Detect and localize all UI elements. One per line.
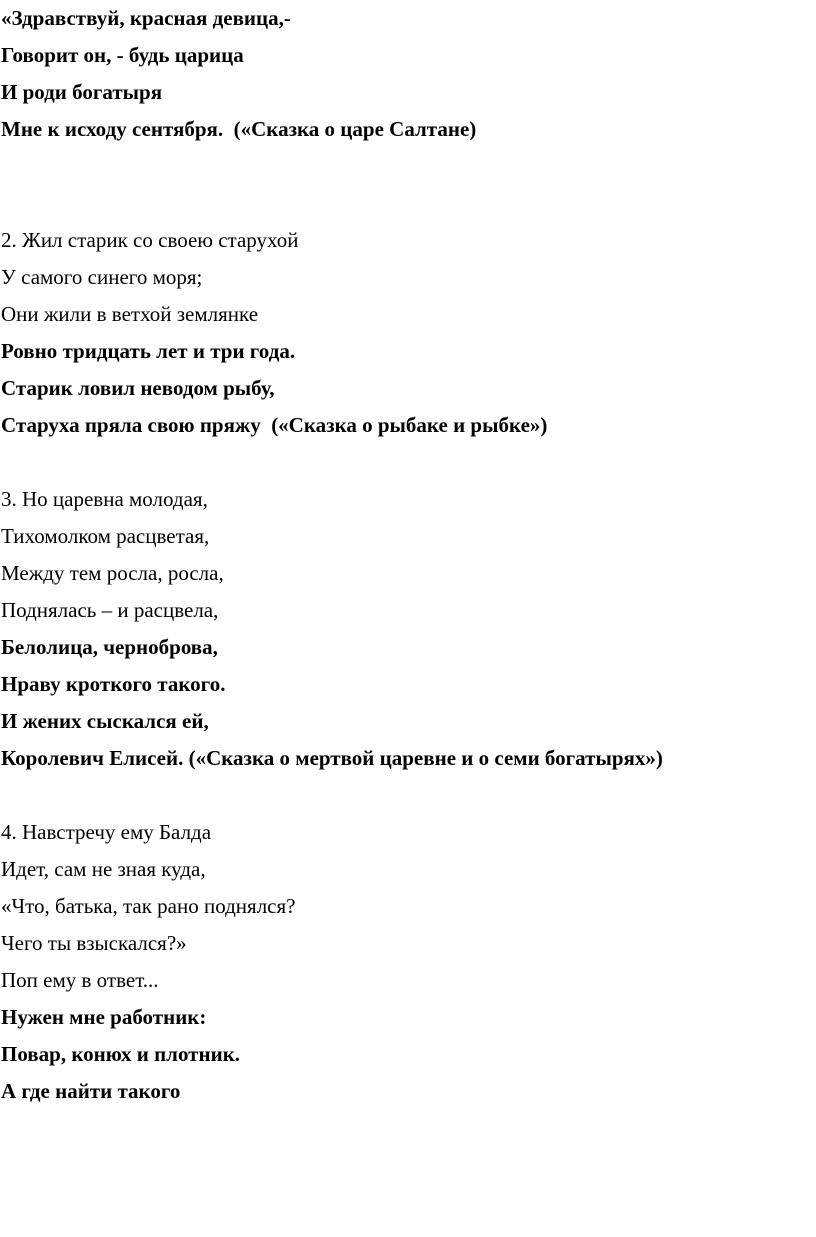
text-line: Идет, сам не зная куда, (1, 857, 206, 881)
text-line: Повар, конюх и плотник. (1, 1042, 241, 1066)
text-line: Между тем росла, росла, (1, 561, 224, 585)
text-line: Мне к исходу сентября. («Сказка о царе Салтане) (1, 117, 477, 141)
text-line: А где найти такого (1, 1079, 181, 1103)
stanza-1 (1, 0, 813, 148)
text-line: Королевич Елисей. («Сказка о мертвой царевне и о семи богатырях») (1, 746, 663, 770)
text-line: «Здравствуй, красная девица,- (1, 6, 291, 30)
text-line: Нраву кроткого такого. (1, 672, 226, 696)
stanza-3 (1, 481, 813, 777)
blank-space (1, 148, 813, 222)
text-line: Старуха пряла свою пряжу («Сказка о рыбаке и рыбке») (1, 413, 548, 437)
blank-space (1, 444, 813, 481)
text-line: 4. Навстречу ему Балда (1, 820, 212, 844)
text-line: И роди богатыря (1, 80, 163, 104)
text-line: Они жили в ветхой землянке (1, 302, 259, 326)
text-line: И жених сыскался ей, (1, 709, 209, 733)
text-line: Ровно тридцать лет и три года. (1, 339, 296, 363)
text-line: Тихомолком расцветая, (1, 524, 210, 548)
text-line: Поднялась – и расцвела, (1, 598, 219, 622)
text-line: 3. Но царевна молодая, (1, 487, 208, 511)
text-line: Поп ему в ответ... (1, 968, 159, 992)
text-line: Белолица, черноброва, (1, 635, 218, 659)
text-line: 2. Жил старик со своею старухой (1, 228, 299, 252)
text-line: Старик ловил неводом рыбу, (1, 376, 275, 400)
stanza-4 (1, 814, 813, 1110)
stanza-2 (1, 222, 813, 444)
text-line: У самого синего моря; (1, 265, 203, 289)
text-line: «Что, батька, так рано поднялся? (1, 894, 296, 918)
text-line: Нужен мне работник: (1, 1005, 207, 1029)
blank-space (1, 777, 813, 814)
text-line: Говорит он, - будь царица (1, 43, 244, 67)
document-page (1, 0, 813, 1110)
text-line: Чего ты взыскался?» (1, 931, 187, 955)
